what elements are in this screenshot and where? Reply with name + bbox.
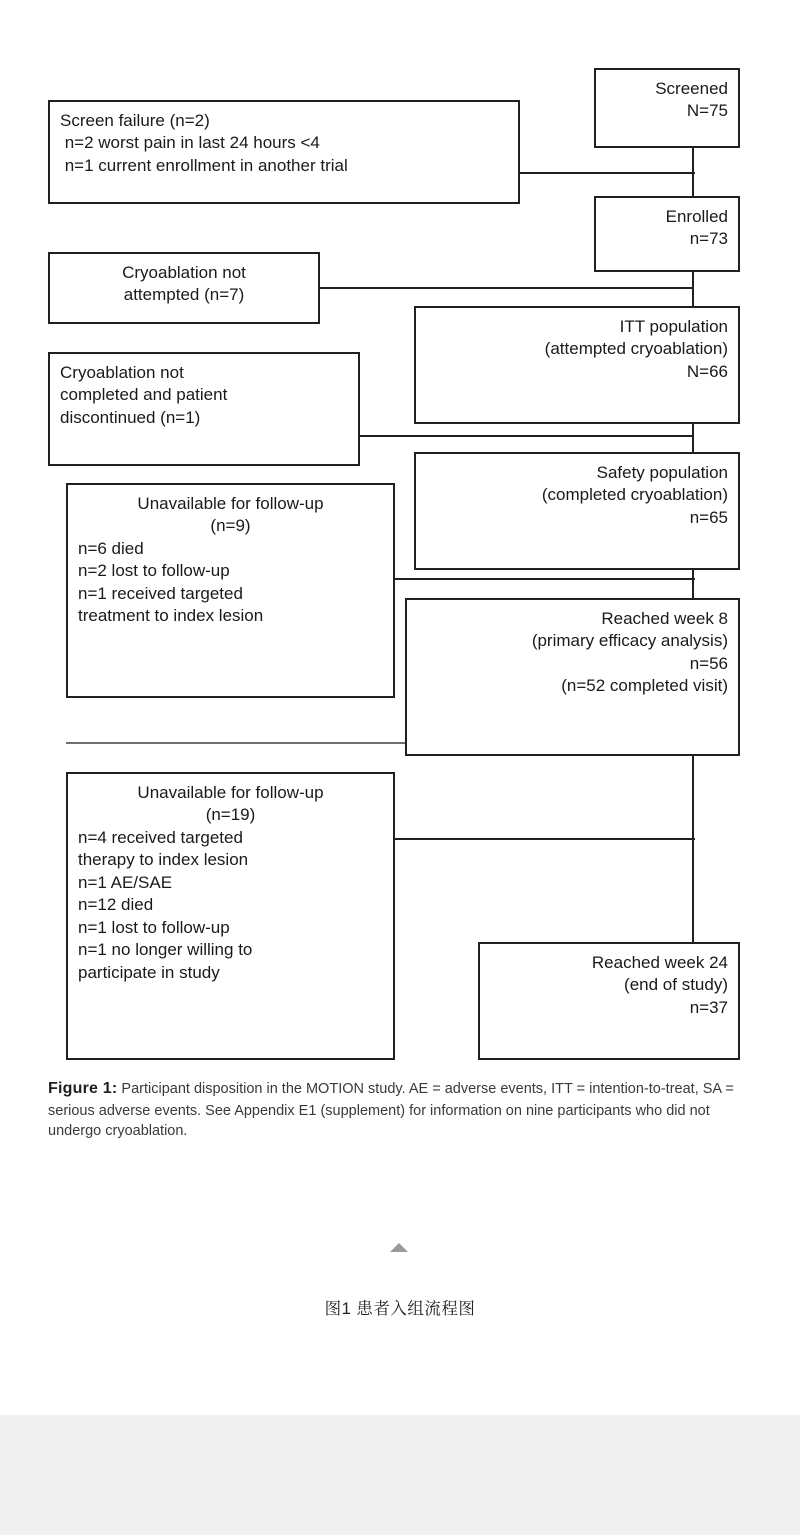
node-safety-line2: (completed cryoablation) (541, 485, 728, 505)
node-unavailable24-line9: participate in study (78, 962, 220, 982)
node-unavailable24-line6: n=12 died (78, 895, 154, 915)
node-unavailable-followup-week8 (66, 483, 395, 698)
node-week8-line3: n=56 (689, 653, 728, 673)
node-cryoablation-not-completed (48, 352, 360, 466)
node-unavailable8-line1: Unavailable for follow-up (137, 494, 324, 513)
node-enrolled-line2: n=73 (689, 229, 728, 249)
node-cryo-not-completed-line1: Cryoablation not (60, 363, 184, 382)
node-week8-line2: (primary efficacy analysis) (531, 631, 728, 651)
edge-week8-week24 (692, 756, 694, 942)
figure-flowchart (30, 0, 770, 1415)
node-cryo-not-completed-line2: completed and patient (60, 385, 228, 405)
node-screen-failure-line2: n=2 worst pain in last 24 hours <4 (60, 133, 320, 153)
node-reached-week-24 (478, 942, 740, 1060)
node-itt-population (414, 306, 740, 424)
node-week24-line1: Reached week 24 (591, 953, 728, 972)
node-unavailable8-line6: treatment to index lesion (78, 606, 264, 626)
section-divider (66, 742, 421, 744)
node-enrolled (594, 196, 740, 272)
edge-screened-screenfailure (520, 172, 695, 174)
node-screen-failure (48, 100, 520, 204)
node-cryo-not-completed-line3: discontinued (n=1) (60, 407, 201, 427)
triangle-up-icon[interactable] (390, 1243, 408, 1252)
node-week24-line2: (end of study) (624, 975, 728, 995)
page-bottom-margin (0, 1415, 800, 1535)
edge-safety-unavailable8 (395, 578, 695, 580)
figure-caption (48, 1078, 748, 1142)
node-unavailable24-line8: n=1 no longer willing to (78, 940, 253, 960)
node-screen-failure-line3: n=1 current enrollment in another trial (60, 155, 348, 175)
node-safety-line3: n=65 (689, 507, 728, 527)
node-enrolled-line1: Enrolled (665, 207, 728, 226)
node-screened-line2: N=75 (686, 101, 728, 121)
node-unavailable24-line2: (n=19) (205, 805, 256, 825)
node-itt-line1: ITT population (619, 317, 728, 336)
figure-caption-text: Participant disposition in the MOTION study. AE = adverse events, ITT = intention-to-treat, SA = serious adverse events. See Appendix E1 (supplement) for information on nine participants who did not undergo cryoablation. (48, 1081, 734, 1140)
node-cryoablation-not-attempted (48, 252, 320, 324)
node-unavailable-followup-week24 (66, 772, 395, 1060)
chinese-figure-caption: 图1 患者入组流程图 (324, 1300, 476, 1318)
node-screened-line1: Screened (655, 79, 728, 98)
node-week8-line4: (n=52 completed visit) (561, 676, 728, 696)
node-cryo-not-attempted-line2: attempted (n=7) (123, 285, 245, 305)
node-unavailable8-line4: n=2 lost to follow-up (78, 561, 230, 581)
node-screened (594, 68, 740, 148)
node-unavailable24-line1: Unavailable for follow-up (137, 783, 324, 802)
node-unavailable24-line4: therapy to index lesion (78, 850, 249, 870)
node-itt-line3: N=66 (686, 361, 728, 381)
edge-week8-unavailable24 (395, 838, 695, 840)
node-week8-line1: Reached week 8 (601, 609, 728, 628)
edge-itt-cryonotcompleted (360, 435, 694, 437)
edge-enrolled-cryonotattempted (320, 287, 694, 289)
node-cryo-not-attempted-line1: Cryoablation not (122, 263, 246, 282)
node-unavailable8-line5: n=1 received targeted (78, 583, 243, 603)
node-safety-line1: Safety population (596, 463, 728, 482)
node-unavailable8-line2: (n=9) (210, 516, 251, 536)
node-week24-line3: n=37 (689, 997, 728, 1017)
node-screen-failure-line1: Screen failure (n=2) (60, 111, 210, 130)
node-unavailable24-line7: n=1 lost to follow-up (78, 917, 230, 937)
node-safety-population (414, 452, 740, 570)
figure-caption-label: Figure 1: (48, 1080, 118, 1097)
node-unavailable24-line5: n=1 AE/SAE (78, 872, 173, 892)
node-unavailable24-line3: n=4 received targeted (78, 827, 243, 847)
node-unavailable8-line3: n=6 died (78, 538, 144, 558)
node-itt-line2: (attempted cryoablation) (544, 339, 728, 359)
node-reached-week-8 (405, 598, 740, 756)
